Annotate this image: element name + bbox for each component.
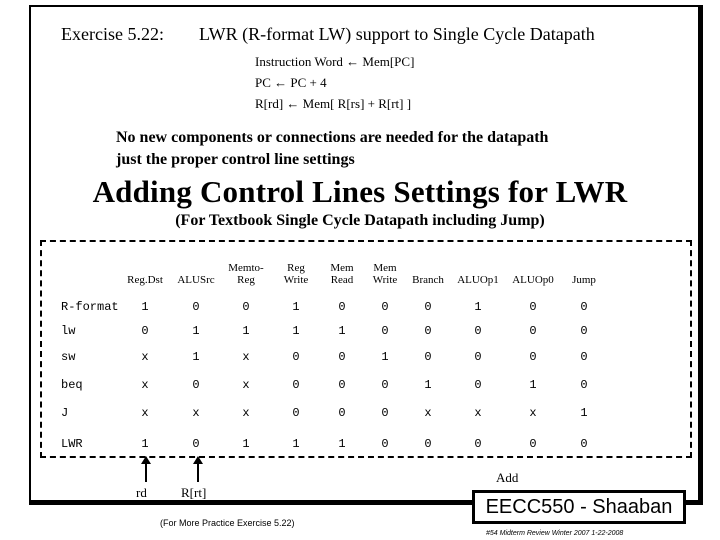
table-cell: x (141, 350, 149, 364)
table-cell: 0 (474, 437, 482, 451)
rtl-line: R[rd] ← Mem[ R[rs] + R[rt] ] (255, 96, 412, 111)
row-label: beq (61, 378, 83, 392)
exercise-title: LWR (R-format LW) support to Single Cycle Datapath (199, 24, 595, 44)
table-cell: 0 (192, 378, 200, 392)
table-cell: 0 (424, 437, 432, 451)
table-cell: x (141, 378, 149, 392)
table-cell: 1 (141, 437, 149, 451)
table-cell: 1 (338, 437, 346, 451)
column-header: Memto- Reg (228, 262, 264, 286)
column-header: ALUOp0 (512, 274, 554, 286)
table-cell: 0 (580, 300, 588, 314)
table-cell: 0 (292, 378, 300, 392)
table-cell: x (242, 378, 250, 392)
table-cell: x (242, 350, 250, 364)
column-header: Jump (572, 274, 596, 286)
table-cell: 1 (338, 324, 346, 338)
table-cell: 1 (292, 300, 300, 314)
table-cell: 0 (381, 406, 389, 420)
table-cell: 0 (580, 378, 588, 392)
column-header: Mem Read (330, 262, 354, 286)
exercise-number: Exercise 5.22: (61, 24, 164, 44)
table-cell: x (141, 406, 149, 420)
rtl-line: PC ← PC + 4 (255, 75, 327, 90)
table-cell: 1 (192, 350, 200, 364)
table-cell: 0 (292, 350, 300, 364)
table-cell: 0 (381, 437, 389, 451)
note-line: just the proper control line settings (116, 151, 355, 168)
column-header: Branch (412, 274, 444, 286)
table-cell: 0 (474, 378, 482, 392)
table-cell: 1 (381, 350, 389, 364)
table-cell: x (242, 406, 250, 420)
rt-arrow-line (197, 463, 199, 482)
add-callout: Add (496, 470, 519, 485)
table-cell: 0 (580, 350, 588, 364)
slide-subtitle: (For Textbook Single Cycle Datapath including Jump) (175, 212, 545, 229)
table-cell: 0 (529, 300, 537, 314)
table-cell: 0 (580, 324, 588, 338)
table-cell: 1 (292, 324, 300, 338)
rt-callout: R[rt] (181, 485, 207, 500)
row-label: J (61, 406, 69, 420)
table-cell: x (529, 406, 537, 420)
rd-callout: rd (136, 485, 147, 500)
table-cell: 1 (424, 378, 432, 392)
table-cell: 1 (242, 324, 250, 338)
column-header: ALUSrc (177, 274, 215, 286)
table-cell: 1 (529, 378, 537, 392)
table-cell: 0 (192, 437, 200, 451)
table-cell: 0 (381, 324, 389, 338)
slide-info: #54 Midterm Review Winter 2007 1-22-2008 (486, 530, 624, 537)
table-cell: 1 (242, 437, 250, 451)
table-cell: 0 (424, 300, 432, 314)
table-cell: 0 (338, 378, 346, 392)
table-cell: x (192, 406, 200, 420)
table-cell: 0 (474, 324, 482, 338)
table-cell: 0 (292, 406, 300, 420)
table-cell: 0 (338, 406, 346, 420)
table-cell: 0 (529, 324, 537, 338)
table-cell: 0 (580, 437, 588, 451)
table-cell: x (424, 406, 432, 420)
table-cell: x (474, 406, 482, 420)
column-header: Reg.Dst (127, 274, 163, 286)
row-label: R-format (61, 300, 119, 314)
table-cell: 0 (338, 350, 346, 364)
table-cell: 0 (529, 437, 537, 451)
table-cell: 0 (242, 300, 250, 314)
course-brand: EECC550 - Shaaban (472, 490, 686, 524)
column-header: Reg Write (283, 262, 309, 286)
row-label: lw (61, 324, 76, 338)
table-cell: 0 (424, 350, 432, 364)
slide-title: Adding Control Lines Settings for LWR (92, 174, 628, 209)
column-header: ALUOp1 (457, 274, 499, 286)
table-cell: 0 (424, 324, 432, 338)
table-cell: 0 (529, 350, 537, 364)
note-line: No new components or connections are needed for the datapath (116, 129, 549, 146)
table-cell: 0 (381, 300, 389, 314)
table-cell: 0 (381, 378, 389, 392)
rtl-line: Instruction Word ← Mem[PC] (255, 54, 415, 69)
column-header: Mem Write (372, 262, 398, 286)
table-cell: 1 (474, 300, 482, 314)
table-cell: 1 (192, 324, 200, 338)
row-label: LWR (61, 437, 83, 451)
table-cell: 1 (141, 300, 149, 314)
rd-arrow-line (145, 463, 147, 482)
practice-note: (For More Practice Exercise 5.22) (160, 518, 295, 528)
table-cell: 0 (474, 350, 482, 364)
table-cell: 1 (580, 406, 588, 420)
table-cell: 0 (141, 324, 149, 338)
table-cell: 0 (192, 300, 200, 314)
table-cell: 1 (292, 437, 300, 451)
row-label: sw (61, 350, 76, 364)
table-cell: 0 (338, 300, 346, 314)
control-table-frame (40, 240, 692, 458)
